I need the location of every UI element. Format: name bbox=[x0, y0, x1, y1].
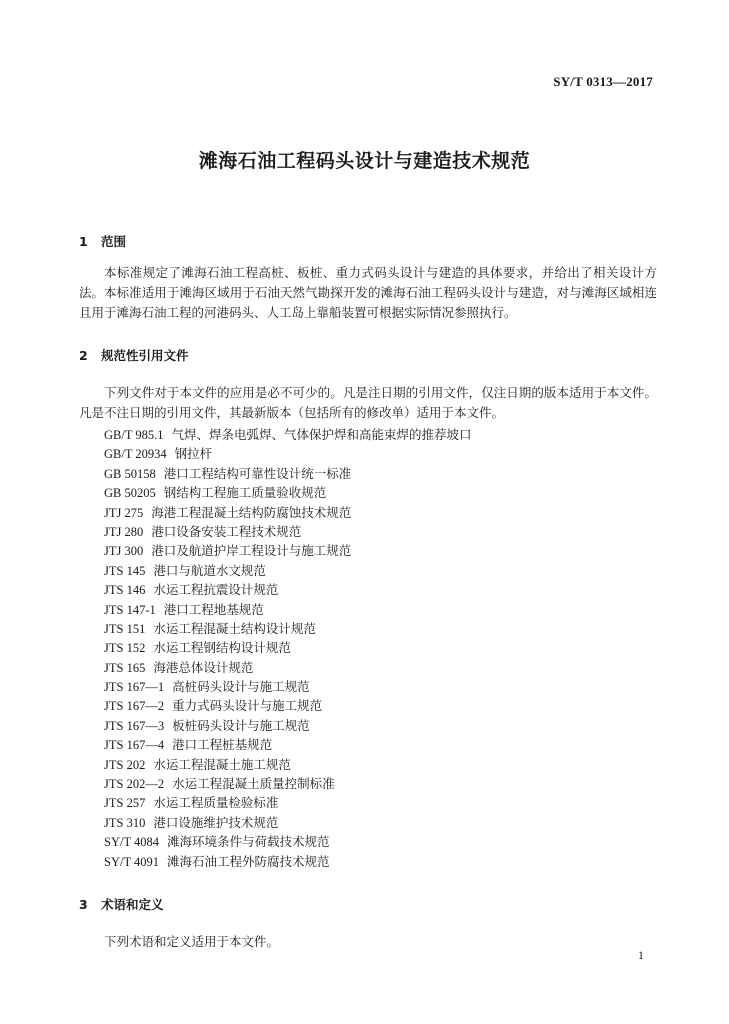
reference-title: 水运工程抗震设计规范 bbox=[153, 582, 279, 598]
reference-code: JTS 202 bbox=[104, 757, 146, 772]
reference-code: JTS 202—2 bbox=[104, 777, 165, 792]
reference-item bbox=[104, 541, 472, 560]
reference-title: 板桩码头设计与施工规范 bbox=[172, 717, 310, 733]
reference-code: SY/T 4091 bbox=[104, 854, 159, 869]
reference-item bbox=[104, 658, 472, 677]
section-heading-2 bbox=[79, 346, 189, 364]
reference-title: 港口工程地基规范 bbox=[163, 601, 264, 617]
reference-item bbox=[104, 774, 472, 793]
reference-title: 钢结构工程施工质量验收规范 bbox=[163, 485, 327, 501]
reference-title: 港口设施维护技术规范 bbox=[153, 814, 279, 830]
reference-code: JTS 310 bbox=[104, 815, 146, 830]
reference-code: JTS 167—1 bbox=[104, 680, 165, 695]
reference-item bbox=[104, 638, 472, 657]
reference-item bbox=[104, 619, 472, 638]
reference-title: 海港总体设计规范 bbox=[153, 659, 254, 675]
reference-code: JTJ 300 bbox=[104, 544, 144, 559]
reference-code: JTS 151 bbox=[104, 621, 146, 636]
reference-code: JTS 167—2 bbox=[104, 699, 165, 714]
reference-title: 港口工程桩基规范 bbox=[172, 737, 273, 753]
reference-item bbox=[104, 600, 472, 619]
reference-item bbox=[104, 464, 472, 483]
section-title: 术语和定义 bbox=[101, 897, 164, 912]
reference-code: JTS 147-1 bbox=[104, 602, 156, 617]
reference-code: JTS 257 bbox=[104, 796, 146, 811]
reference-code: GB/T 20934 bbox=[104, 447, 167, 462]
reference-item bbox=[104, 561, 472, 580]
reference-code: JTS 145 bbox=[104, 563, 146, 578]
reference-title: 重力式码头设计与施工规范 bbox=[172, 698, 323, 714]
section-heading-1 bbox=[79, 232, 126, 250]
reference-title: 水运工程钢结构设计规范 bbox=[153, 640, 291, 656]
reference-code: JTS 167—3 bbox=[104, 718, 165, 733]
section-number: 3 bbox=[79, 897, 88, 912]
reference-title: 水运工程混凝土质量控制标准 bbox=[172, 776, 335, 792]
reference-item bbox=[104, 677, 472, 696]
paragraph: 下列文件对于本文件的应用是必不可少的。凡是注日期的引用文件，仅注日期的版本适用于本文件。凡是不注日期的引用文件，其最新版本（包括所有的修改单）适用于本文件。 bbox=[79, 385, 657, 420]
reference-item bbox=[104, 852, 472, 871]
reference-code: GB/T 985.1 bbox=[104, 428, 164, 442]
reference-item bbox=[104, 755, 472, 774]
reference-item bbox=[104, 425, 472, 444]
section-title: 规范性引用文件 bbox=[101, 348, 189, 363]
reference-item bbox=[104, 832, 472, 851]
standard-code: SY/T 0313—2017 bbox=[553, 74, 653, 89]
reference-item bbox=[104, 483, 472, 502]
reference-item bbox=[104, 696, 472, 715]
reference-title: 港口设备安装工程技术规范 bbox=[151, 523, 302, 539]
reference-title: 滩海环境条件与荷载技术规范 bbox=[167, 834, 330, 850]
reference-title: 海港工程混凝土结构防腐蚀技术规范 bbox=[151, 504, 352, 520]
section-heading-3 bbox=[79, 895, 164, 913]
reference-code: SY/T 4084 bbox=[104, 835, 159, 850]
reference-title: 水运工程质量检验标准 bbox=[153, 795, 279, 811]
reference-code: JTS 152 bbox=[104, 641, 146, 656]
reference-item bbox=[104, 444, 472, 463]
section-number: 1 bbox=[79, 234, 88, 249]
reference-title: 滩海石油工程外防腐技术规范 bbox=[167, 853, 330, 869]
reference-code: JTS 165 bbox=[104, 660, 146, 675]
paragraph: 本标准规定了滩海石油工程高桩、板桩、重力式码头设计与建造的具体要求，并给出了相关设计方法。 bbox=[79, 265, 657, 300]
reference-code: JTJ 275 bbox=[104, 505, 144, 520]
reference-title: 水运工程混凝土结构设计规范 bbox=[153, 620, 316, 636]
reference-title: 水运工程混凝土施工规范 bbox=[153, 756, 291, 772]
reference-code: JTJ 280 bbox=[104, 524, 144, 539]
reference-code: GB 50158 bbox=[104, 466, 156, 481]
section-number: 2 bbox=[79, 348, 88, 363]
reference-title: 气焊、焊条电弧焊、气体保护焊和高能束焊的推荐坡口 bbox=[171, 427, 472, 442]
reference-item bbox=[104, 580, 472, 599]
reference-title: 钢拉杆 bbox=[174, 446, 213, 462]
document-title: 滩海石油工程码头设计与建造技术规范 bbox=[198, 150, 531, 172]
reference-code: GB 50205 bbox=[104, 486, 156, 501]
reference-item bbox=[104, 793, 472, 812]
reference-item bbox=[104, 522, 472, 541]
normative-reference-list bbox=[104, 425, 472, 871]
reference-item bbox=[104, 716, 472, 735]
paragraph: 本标准适用于滩海区域用于石油天然气勘探开发的滩海石油工程码头设计与建造，对与滩海区域相连且用于滩海石油工程的河港码头、人工岛上靠船装置可根据实际情况参照执行。 bbox=[79, 285, 657, 320]
reference-title: 港口及航道护岸工程设计与施工规范 bbox=[151, 543, 352, 559]
paragraph: 下列术语和定义适用于本文件。 bbox=[104, 934, 280, 949]
reference-code: JTS 167—4 bbox=[104, 738, 165, 753]
reference-title: 港口与航道水文规范 bbox=[153, 562, 266, 578]
reference-item bbox=[104, 503, 472, 522]
section-title: 范围 bbox=[101, 234, 127, 249]
reference-item bbox=[104, 813, 472, 832]
reference-item bbox=[104, 735, 472, 754]
reference-title: 高桩码头设计与施工规范 bbox=[172, 679, 310, 695]
reference-title: 港口工程结构可靠性设计统一标准 bbox=[163, 465, 352, 481]
page-number: 1 bbox=[638, 948, 644, 962]
reference-code: JTS 146 bbox=[104, 583, 146, 598]
